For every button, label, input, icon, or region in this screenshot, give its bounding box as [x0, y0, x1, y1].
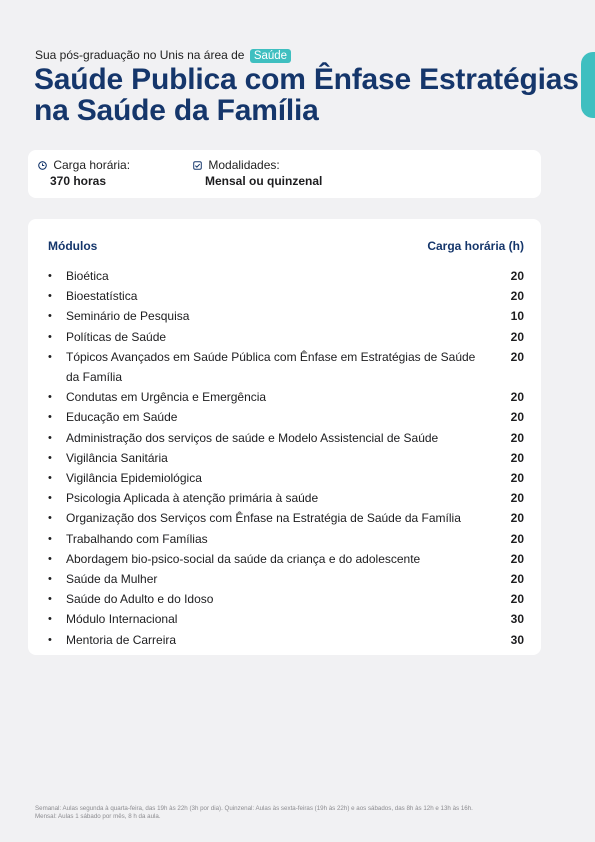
module-name: • Saúde da Mulher	[66, 572, 158, 587]
list-item	[48, 549, 524, 569]
list-item	[48, 407, 524, 427]
module-hours: 20	[510, 491, 524, 506]
workload-label: Carga horária:	[53, 158, 131, 172]
modules-header	[48, 239, 524, 253]
list-item	[48, 508, 524, 528]
list-item	[48, 448, 524, 468]
intro-text: Sua pós-graduação no Unis na área de	[35, 48, 245, 62]
module-hours: 20	[510, 592, 524, 607]
list-item	[48, 266, 524, 286]
modality-info	[193, 158, 322, 188]
checkbox-icon	[193, 158, 208, 172]
module-name: • Bioestatística	[66, 289, 138, 304]
list-item	[48, 286, 524, 306]
workload-value: 370 horas	[50, 174, 107, 188]
modules-list	[48, 266, 524, 650]
footnote-line-2: Mensal: Aulas 1 sábado por mês, 8 h da aula.	[35, 813, 161, 820]
list-item	[48, 630, 524, 650]
intro-line	[35, 48, 291, 63]
page-title: Saúde Publica com Ênfase Estratégias na Saúde da Família	[34, 63, 579, 127]
module-name: • Saúde do Adulto e do Idoso	[66, 592, 214, 607]
modality-value: Mensal ou quinzenal	[205, 174, 323, 188]
module-name: • Vigilância Sanitária	[66, 450, 168, 465]
footnote	[35, 805, 555, 821]
module-name: • Mentoria de Carreira	[66, 632, 177, 647]
list-item	[48, 306, 524, 326]
module-hours: 30	[510, 632, 524, 647]
module-hours: 20	[510, 572, 524, 587]
module-hours: 20	[510, 289, 524, 304]
clock-icon	[38, 158, 53, 172]
module-name: • Administração dos serviços de saúde e Modelo Assistencial de Saúde	[66, 430, 439, 445]
list-item	[48, 387, 524, 407]
list-item	[48, 529, 524, 549]
info-card	[28, 150, 541, 198]
module-name: • Seminário de Pesquisa	[66, 309, 190, 324]
area-badge: Saúde	[250, 49, 291, 63]
module-name: • Tópicos Avançados em Saúde Pública com Ênfase em Estratégias de Saúde da Família	[66, 349, 476, 385]
list-item	[48, 488, 524, 508]
list-item	[48, 589, 524, 609]
module-name: • Vigilância Epidemiológica	[66, 471, 202, 486]
module-name: • Abordagem bio-psico-social da saúde da criança e do adolescente	[66, 551, 421, 566]
side-accent-tab	[581, 52, 595, 118]
module-hours: 20	[510, 349, 524, 364]
module-name: • Trabalhando com Famílias	[66, 531, 208, 546]
modules-column-header: Módulos	[48, 239, 98, 253]
list-item	[48, 428, 524, 448]
list-item	[48, 347, 524, 387]
module-hours: 20	[510, 269, 524, 283]
modules-card	[28, 219, 541, 655]
list-item	[48, 468, 524, 488]
module-hours: 20	[510, 511, 524, 526]
module-name: • Psicologia Aplicada à atenção primária à saúde	[66, 491, 319, 506]
module-name: • Educação em Saúde	[66, 410, 178, 425]
module-hours: 20	[510, 390, 524, 405]
hours-column-header: Carga horária (h)	[427, 239, 524, 253]
module-hours: 20	[510, 450, 524, 465]
module-hours: 20	[510, 329, 524, 344]
workload-info	[38, 158, 130, 188]
module-hours: 20	[510, 551, 524, 566]
module-hours: 20	[510, 471, 524, 486]
module-hours: 20	[510, 410, 524, 425]
module-hours: 20	[510, 430, 524, 445]
modality-label: Modalidades:	[208, 158, 280, 172]
footnote-line-1: Semanal: Aulas segunda à quarta-feira, das 19h às 22h (3h por dia). Quinzenal: Aulas às sexta-feiras (19h às 22h) e aos sábados, das 8h às 12h e 13h às 16h.	[35, 805, 473, 812]
module-name: • Bioética	[66, 269, 109, 283]
module-hours: 20	[510, 531, 524, 546]
list-item	[48, 609, 524, 629]
module-hours: 30	[510, 612, 524, 627]
list-item	[48, 569, 524, 589]
module-hours: 10	[510, 309, 524, 324]
module-name: • Políticas de Saúde	[66, 329, 167, 344]
module-name: • Organização dos Serviços com Ênfase na Estratégia de Saúde da Família	[66, 511, 461, 526]
module-name: • Módulo Internacional	[66, 612, 178, 627]
module-name: • Condutas em Urgência e Emergência	[66, 390, 267, 405]
list-item	[48, 327, 524, 347]
